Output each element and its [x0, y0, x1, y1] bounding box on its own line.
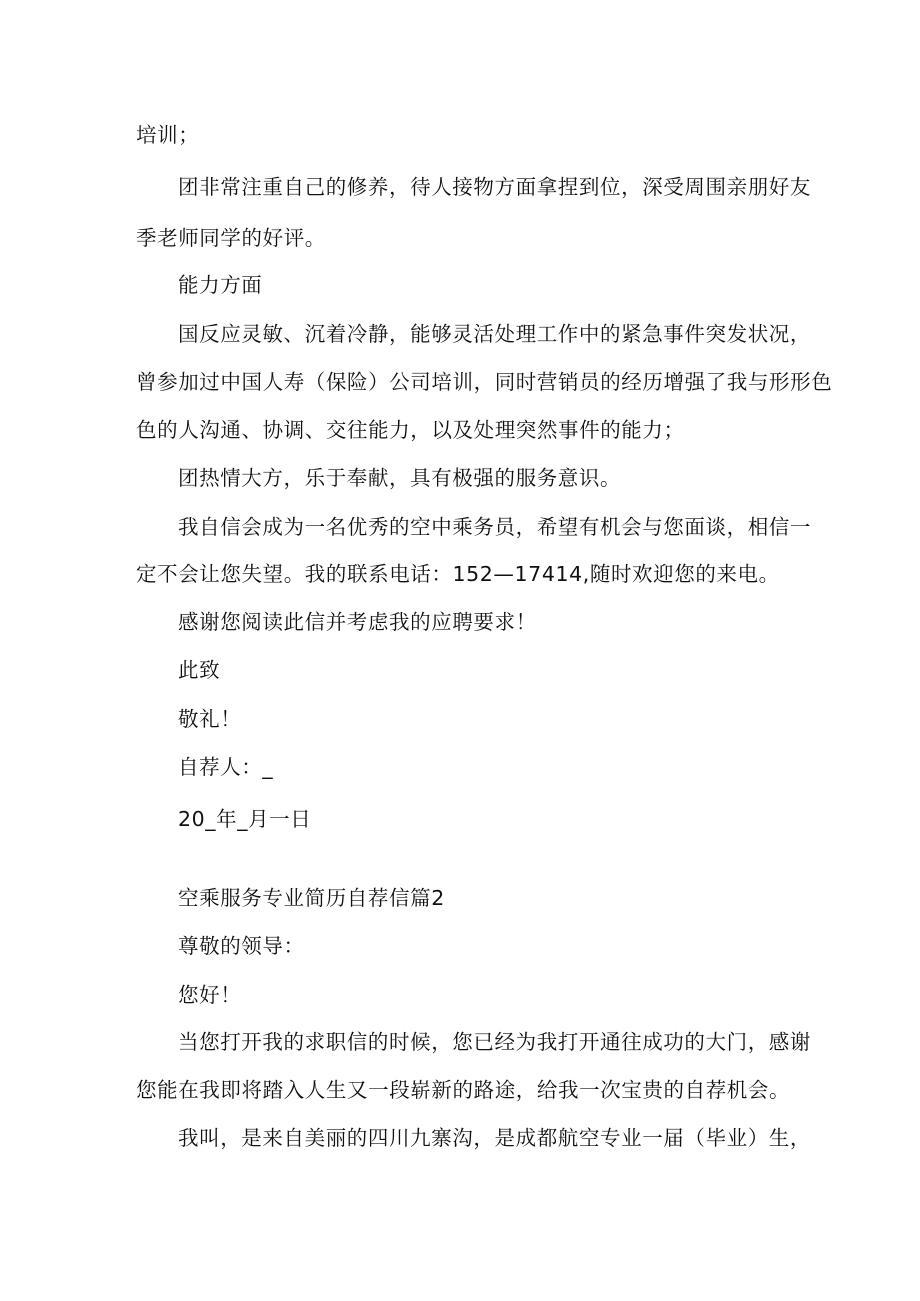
text-line-training: 培训； [136, 123, 200, 147]
text-line-reaction: 国反应灵敏、沉着冷静，能够灵活处理工作中的紧急事件突发状况， [178, 322, 811, 346]
text-line-opportunity: 您能在我即将踏入人生又一段崭新的路途，给我一次宝贵的自荐机会。 [136, 1078, 791, 1102]
text-line-praise: 季老师同学的好评。 [136, 226, 326, 250]
greeting-hello: 您好！ [178, 983, 242, 1007]
text-line-thanks: 感谢您阅读此信并考虑我的应聘要求！ [178, 610, 537, 634]
text-line-service: 团热情大方，乐于奉献，具有极强的服务意识。 [178, 466, 622, 490]
text-line-introduction: 我叫，是来自美丽的四川九寨沟，是成都航空专业一届（毕业）生， [178, 1126, 811, 1150]
signature-line: 自荐人：_ [178, 755, 274, 779]
date-line: 20_年_月一日 [178, 807, 312, 831]
text-line-insurance-training: 曾参加过中国人寿（保险）公司培训，同时营销员的经历增强了我与形形色 [136, 370, 833, 394]
text-line-opening: 当您打开我的求职信的时候，您已经为我打开通往成功的大门，感谢 [178, 1030, 811, 1054]
closing-salutation: 此致 [178, 658, 221, 682]
section-heading-ability: 能力方面 [178, 273, 263, 297]
greeting-leader: 尊敬的领导： [178, 934, 305, 958]
text-line-communication: 色的人沟通、协调、交往能力，以及处理突然事件的能力； [136, 418, 685, 442]
text-line-cultivation: 团非常注重自己的修养，待人接物方面拿捏到位，深受周围亲朋好友 [178, 175, 811, 199]
section-title-letter-2: 空乘服务专业简历自荐信篇2 [178, 886, 445, 910]
text-line-contact-phone: 定不会让您失望。我的联系电话：152—17414,随时欢迎您的来电。 [136, 562, 780, 586]
closing-regards: 敬礼！ [178, 707, 242, 731]
text-line-confidence: 我自信会成为一名优秀的空中乘务员，希望有机会与您面谈，相信一 [178, 515, 811, 539]
